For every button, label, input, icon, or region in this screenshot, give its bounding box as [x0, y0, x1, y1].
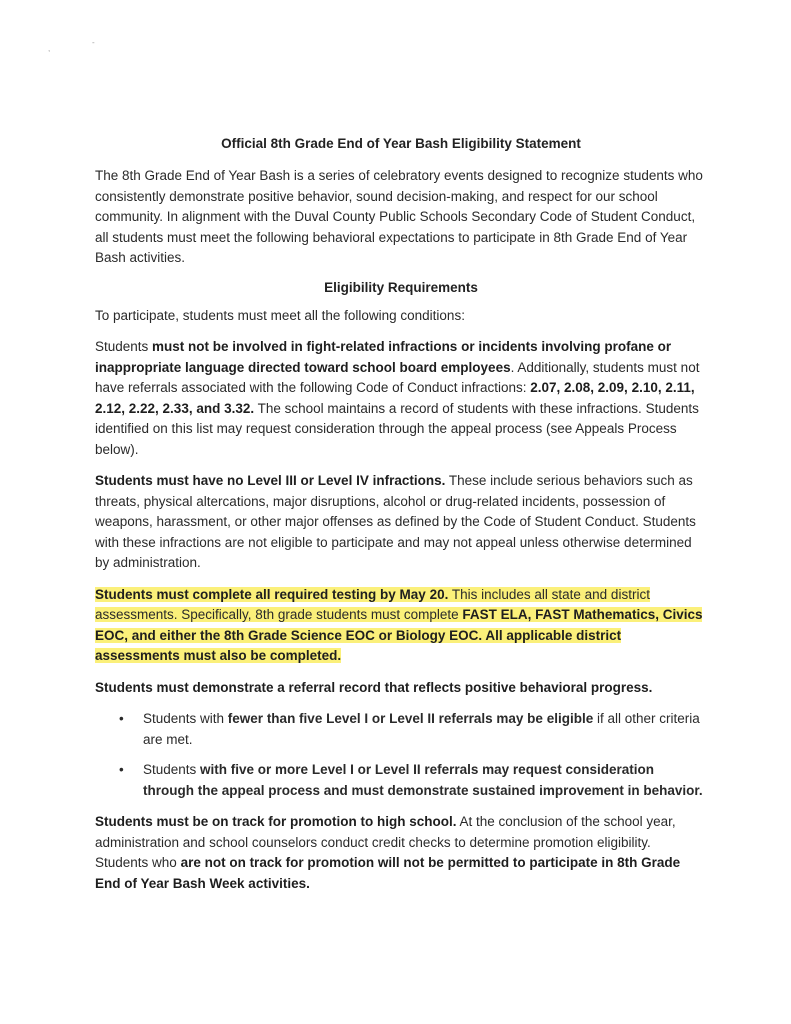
requirements-heading: Eligibility Requirements	[324, 279, 478, 295]
testing-paragraph	[95, 585, 707, 667]
fight-infraction-paragraph: Students must not be involved in fight-related infractions or incidents involving profane or inappropriate language directed toward school board employees. Additionally, students must not have referrals associated with the following Code of Conduct infractions: 2.07, 2.08, 2.09, 2.10, 2.11, 2.12, 2.22, 2.33, and 3.32. The school maintains a record of students with these infractions. Students identified on this list may request consideration through the appeal process (see Appeals Process below).	[95, 339, 700, 457]
document-title: Official 8th Grade End of Year Bash Eligibility Statement	[221, 136, 581, 151]
referral-list	[95, 709, 707, 801]
highlighted-text: Students must complete all required testing by May 20. This includes all state and district assessments. Specifically, 8th grade students must complete FAST ELA, FAST Mathematics, Civics EOC, and either the 8th Grade Science EOC or Biology EOC. All applicable district assessments must also be completed.	[95, 586, 703, 663]
participation-lead: To participate, students must meet all the following conditions:	[95, 307, 465, 323]
list-item: • Students with five or more Level I or Level II referrals may request consideration through the appeal process and must demonstrate sustained improvement in behavior.	[143, 760, 707, 801]
referral-heading: Students must demonstrate a referral record that reflects positive behavioral progress.	[95, 679, 653, 695]
intro-paragraph: The 8th Grade End of Year Bash is a series of celebratory events designed to recognize students who consistently demonstrate positive behavior, sound decision-making, and respect for our school community. In alignment with the Duval County Public Schools Secondary Code of Student Conduct, all students must meet the following behavioral expectations to participate in 8th Grade End of Year Bash activities.	[95, 168, 703, 265]
scan-artifact: ,	[48, 44, 51, 53]
document-body	[95, 136, 707, 905]
promotion-paragraph: Students must be on track for promotion to high school. At the conclusion of the school year, administration and school counselors conduct credit checks to determine promotion eligibility. Students who are not on track for promotion will not be permitted to participate in 8th Grade End of Year Bash Week activities.	[95, 814, 681, 891]
list-item: • Students with fewer than five Level I or Level II referrals may be eligible if all other criteria are met.	[143, 709, 707, 750]
level-infraction-paragraph: Students must have no Level III or Level IV infractions. These include serious behaviors such as threats, physical altercations, major disruptions, alcohol or drug-related incidents, possession of weapons, harassment, or other major offenses as defined by the Code of Student Conduct. Students with these infractions are not eligible to participate and may not appeal unless otherwise determined by administration.	[95, 473, 696, 570]
scan-artifact: -	[92, 38, 95, 47]
